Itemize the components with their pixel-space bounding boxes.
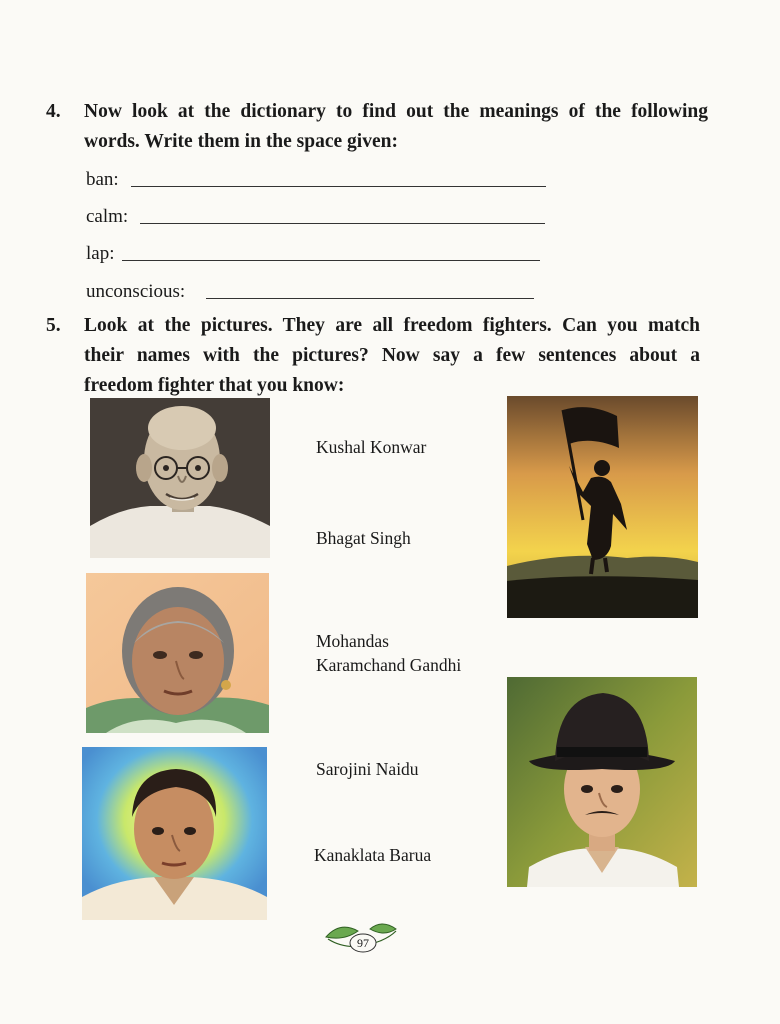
question-5-text <box>84 311 700 401</box>
question-4-line-2: words. Write them in the space given: <box>84 131 398 152</box>
word-label-unconscious: unconscious: <box>86 281 186 302</box>
page-number-ornament <box>320 915 400 959</box>
question-5-number: 5. <box>46 315 61 336</box>
name-mohandas: Mohandas <box>316 631 389 651</box>
word-label-ban: ban: <box>86 169 119 190</box>
silhouette-flag-image <box>507 396 698 618</box>
portrait-image-2 <box>86 573 269 733</box>
answer-line-calm[interactable] <box>140 223 545 224</box>
question-4-number: 4. <box>46 101 61 122</box>
name-kanaklata-barua: Kanaklata Barua <box>314 845 432 865</box>
question-5-line-1: Look at the pictures. They are all freedom fighters. Can you match <box>84 315 700 336</box>
page-number: 97 <box>357 936 369 950</box>
name-sarojini-naidu: Sarojini Naidu <box>316 759 419 779</box>
question-5 <box>46 311 700 401</box>
name-karamchand-gandhi: Karamchand Gandhi <box>316 655 462 675</box>
answer-line-unconscious[interactable] <box>206 298 534 299</box>
answer-line-lap[interactable] <box>122 260 540 261</box>
question-4-line-1: Now look at the dictionary to find out the meanings of the following <box>84 101 708 122</box>
portrait-image-3 <box>82 747 267 920</box>
word-label-lap: lap: <box>86 243 115 264</box>
answer-line-ban[interactable] <box>131 186 546 187</box>
question-5-line-2: their names with the pictures? Now say a few sentences about a <box>84 345 700 366</box>
portrait-image-hat <box>507 677 697 887</box>
question-5-line-3: freedom fighter that you know: <box>84 375 345 396</box>
name-bhagat-singh: Bhagat Singh <box>316 528 411 548</box>
question-4 <box>46 97 708 159</box>
portrait-image-1 <box>90 398 270 558</box>
question-4-text <box>84 97 708 157</box>
name-kushal-konwar: Kushal Konwar <box>316 437 427 457</box>
word-label-calm: calm: <box>86 206 129 227</box>
